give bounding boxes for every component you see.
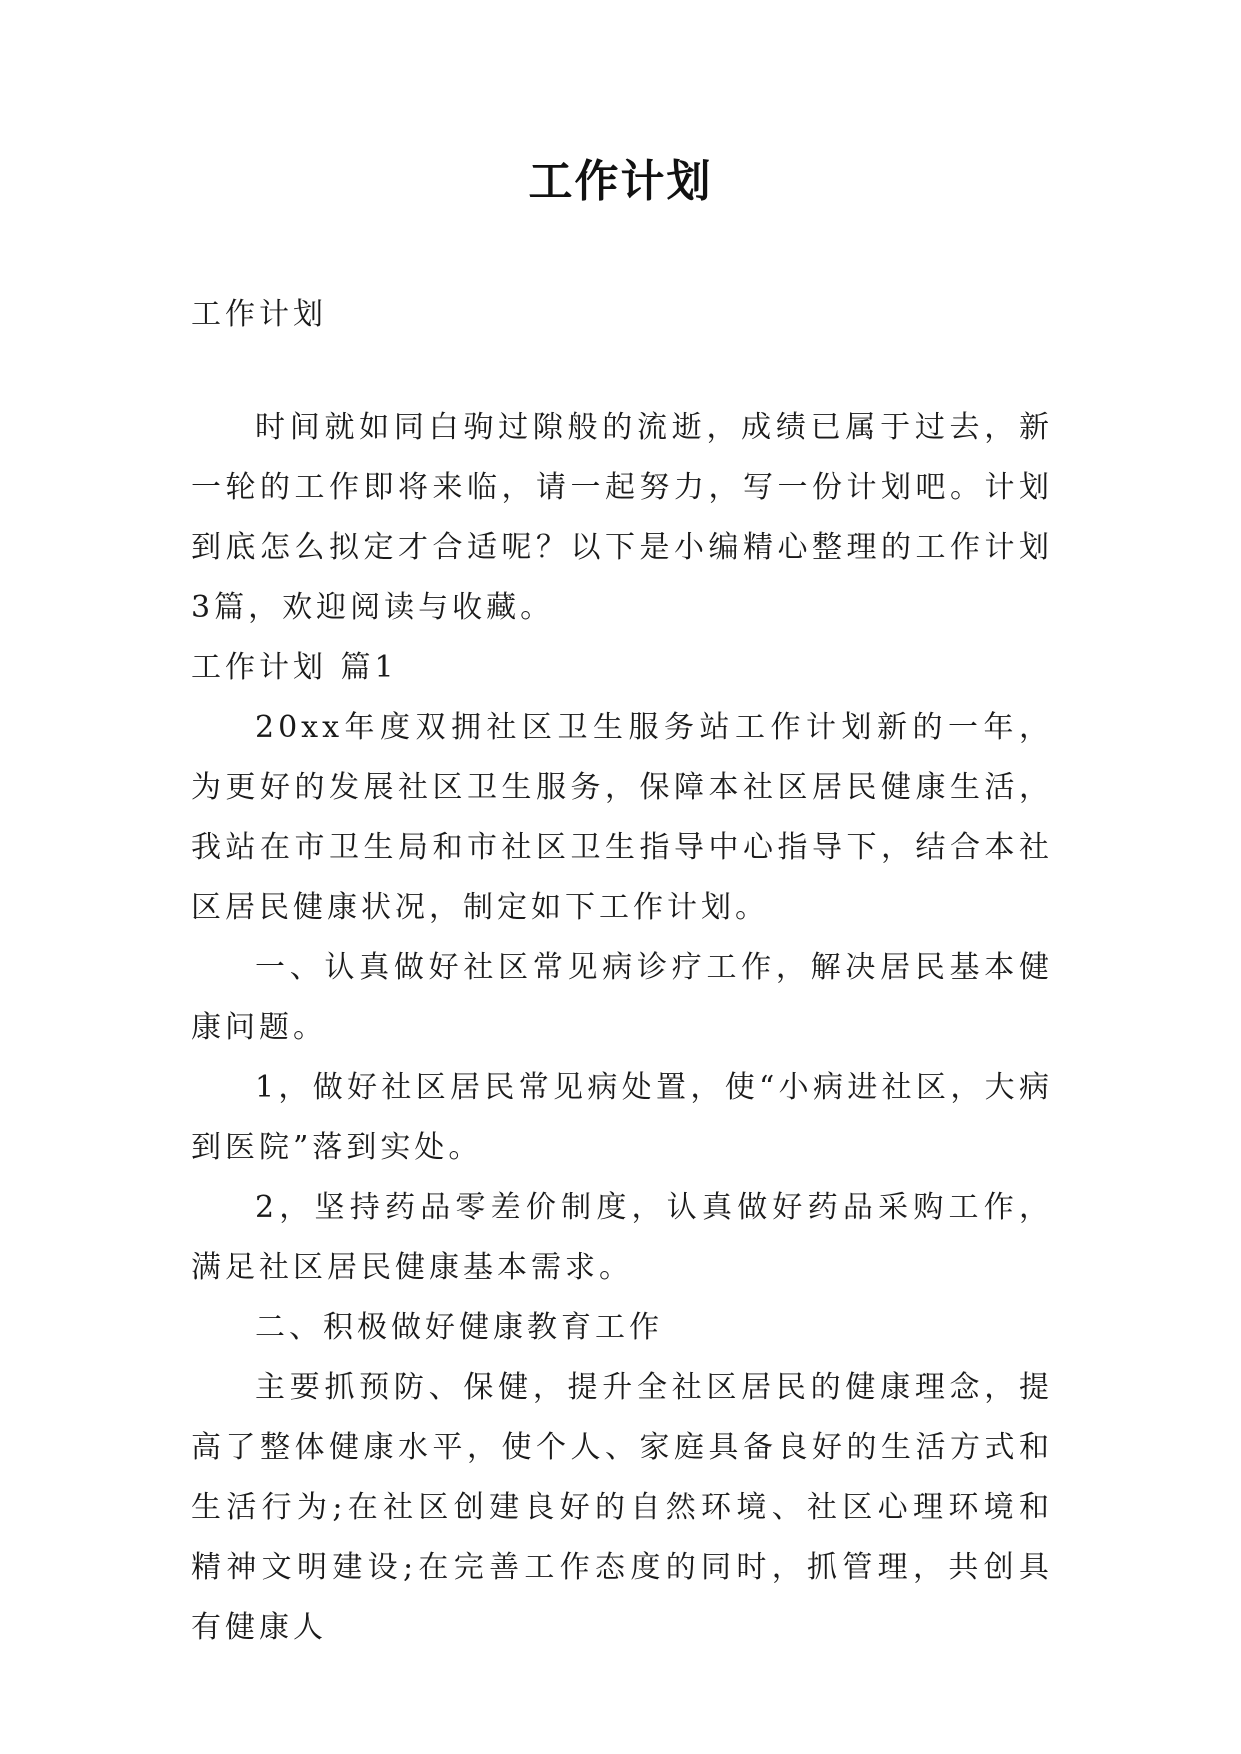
document-title: 工作计划 — [528, 156, 713, 207]
intro-paragraph: 时间就如同白驹过隙般的流逝，成绩已属于过去，新一轮的工作即将来临，请一起努力，写一份计划吧。计划到底怎么拟定才合适呢？以下是小编精心整理的工作计划3篇，欢迎阅读与收藏。 — [191, 410, 1053, 625]
list-item: 2，坚持药品零差价制度，认真做好药品采购工作，满足社区居民健康基本需求。 — [191, 1190, 1053, 1285]
body-paragraph: 20xx年度双拥社区卫生服务站工作计划新的一年，为更好的发展社区卫生服务，保障本社区居民健康生活，我站在市卫生局和市社区卫生指导中心指导下，结合本社区居民健康状况，制定如下工作计划。 — [191, 710, 1053, 925]
section-heading: 工作计划 篇1 — [191, 650, 398, 685]
list-heading: 一、认真做好社区常见病诊疗工作，解决居民基本健康问题。 — [191, 950, 1053, 1045]
body-paragraph: 主要抓预防、保健，提升全社区居民的健康理念，提高了整体健康水平，使个人、家庭具备良好的生活方式和生活行为;在社区创建良好的自然环境、社区心理环境和精神文明建设;在完善工作态度的同时，抓管理，共创具有健康人 — [191, 1370, 1053, 1645]
list-heading: 二、积极做好健康教育工作 — [255, 1310, 663, 1345]
list-item: 1，做好社区居民常见病处置，使“小病进社区，大病到医院”落到实处。 — [191, 1070, 1053, 1165]
document-body — [191, 398, 1053, 1658]
document-subtitle: 工作计划 — [191, 297, 327, 332]
